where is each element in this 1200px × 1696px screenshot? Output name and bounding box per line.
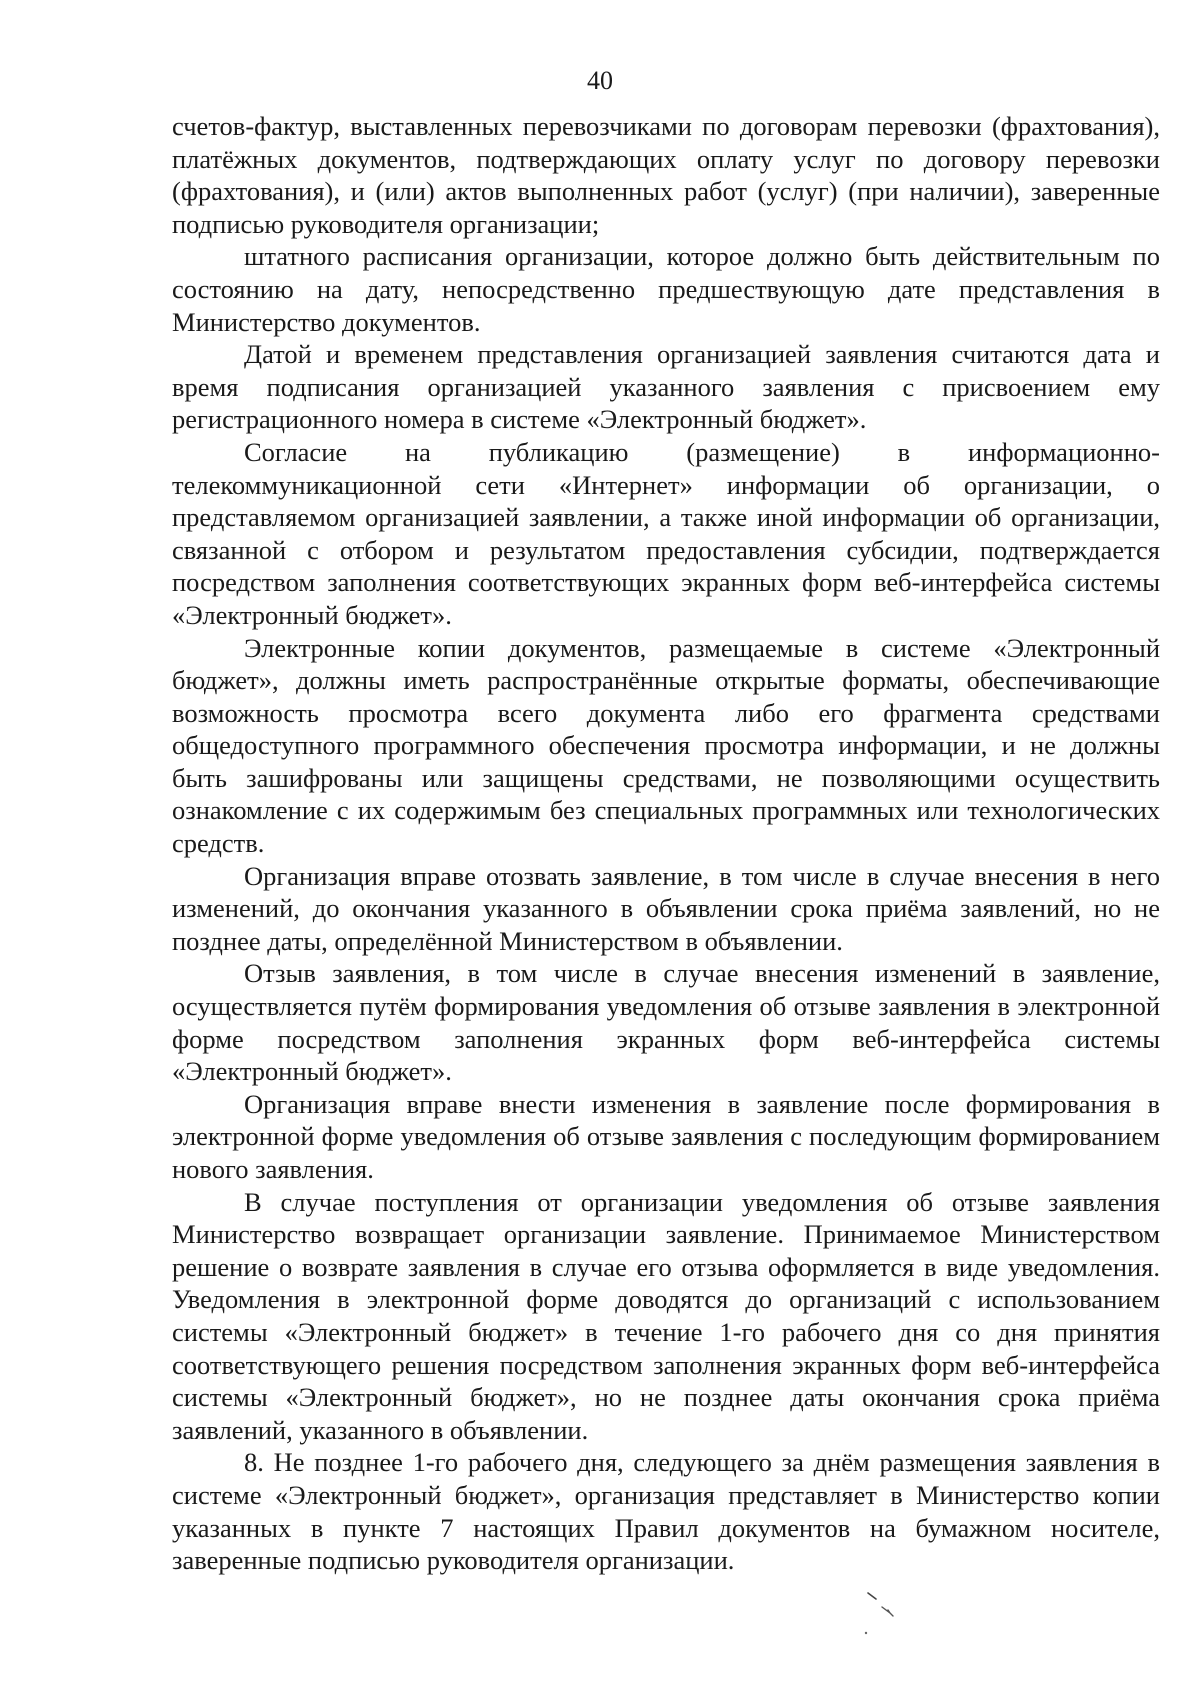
paragraph-withdrawal-right: Организация вправе отозвать заявление, в том числе в случае внесения в него изменений, до окончания указанного в объявлении срока приёма заявлений, но не позднее даты, определённой Министерством в объявлении. — [172, 860, 1160, 956]
paragraph-publication-consent: Согласие на публикацию (размещение) в информационно-телекоммуникационной сети «Интернет» информации об организации, о представляемом организацией заявлении, а также иной информации об организации, связанной с отбором и результатом предоставления субсидии, подтверждается посредством заполнения соответствующих экранных форм веб-интерфейса системы «Электронный бюджет». — [172, 436, 1160, 630]
paragraph-submission-date: Датой и временем представления организацией заявления считаются дата и время подписания организацией указанного заявления с присвоением ему регистрационного номера в системе «Электронный бюджет». — [172, 339, 1160, 435]
paragraph-amendment-right: Организация вправе внести изменения в заявление после формирования в электронной форме уведомления об отзыве заявления с последующим формированием нового заявления. — [172, 1088, 1160, 1184]
document-body — [172, 110, 1160, 1577]
scan-marks — [860, 1585, 940, 1645]
page-number: 40 — [587, 66, 613, 95]
paragraph-item-8: 8. Не позднее 1-го рабочего дня, следующего за днём размещения заявления в системе «Электронный бюджет», организация представляет в Министерство копии указанных в пункте 7 настоящих Правил документов на бумажном носителе, заверенные подписью руководителя организации. — [172, 1447, 1160, 1576]
paragraph-ministry-return: В случае поступления от организации уведомления об отзыве заявления Министерство возвращает организации заявление. Принимаемое Министерством решение о возврате заявления в случае его отзыва оформляется в виде уведомления. Уведомления в электронной форме доводятся до организаций с использованием системы «Электронный бюджет» в течение 1-го рабочего дня со дня принятия соответствующего решения посредством заполнения экранных форм веб-интерфейса системы «Электронный бюджет», но не позднее даты окончания срока приёма заявлений, указанного в объявлении. — [172, 1186, 1160, 1445]
paragraph-electronic-copies: Электронные копии документов, размещаемые в системе «Электронный бюджет», должны иметь распространённые открытые форматы, обеспечивающие возможность просмотра всего документа либо его фрагмента средствами общедоступного программного обеспечения просмотра информации, и не должны быть зашифрованы или защищены средствами, не позволяющими осуществить ознакомление с их содержимым без специальных программных или технологических средств. — [172, 632, 1160, 859]
paragraph-invoices-continuation: счетов-фактур, выставленных перевозчиками по договорам перевозки (фрахтования), платёжных документов, подтверждающих оплату услуг по договору перевозки (фрахтования), и (или) актов выполненных работ (услуг) (при наличии), заверенные подписью руководителя организации; — [172, 111, 1160, 239]
paragraph-staff-schedule: штатного расписания организации, которое должно быть действительным по состоянию на дату, непосредственно предшествующую дате представления в Министерство документов. — [172, 241, 1160, 337]
paragraph-withdrawal-procedure: Отзыв заявления, в том числе в случае внесения изменений в заявление, осуществляется путём формирования уведомления об отзыве заявления в электронной форме посредством заполнения экранных форм веб-интерфейса системы «Электронный бюджет». — [172, 958, 1160, 1087]
